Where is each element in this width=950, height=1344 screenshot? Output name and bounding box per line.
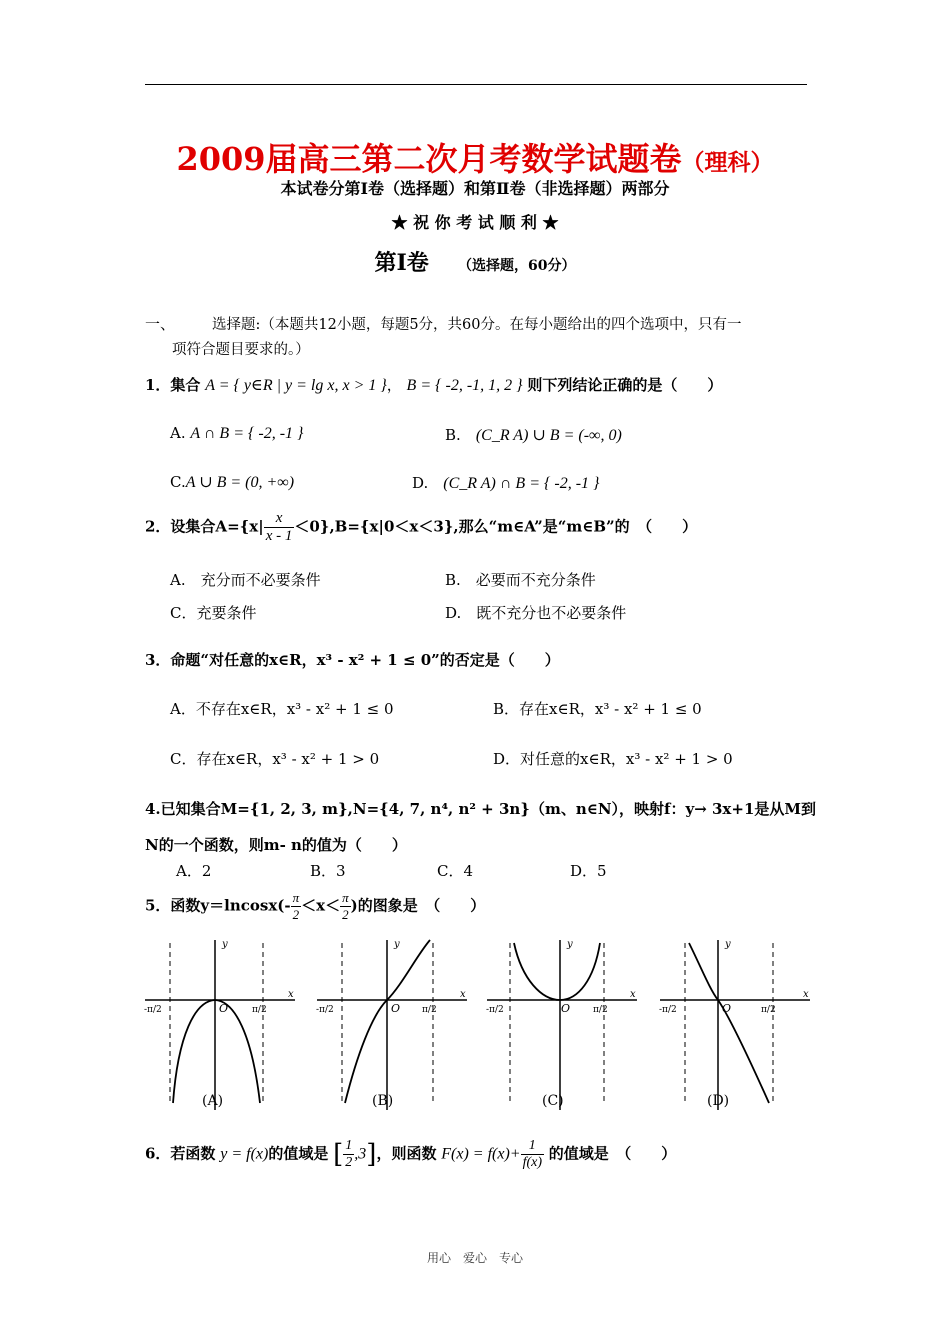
q2-option-a[interactable]: A. 充分而不必要条件 bbox=[170, 571, 321, 589]
graph-c-tick-right: π/2 bbox=[593, 1005, 608, 1015]
q4-option-c[interactable]: C．4 bbox=[437, 862, 474, 880]
q6-frac: $\frac{1}{f(x)}$ bbox=[522, 1138, 542, 1170]
graph-b-origin: O bbox=[391, 1002, 401, 1015]
graph-a-origin: O bbox=[219, 1002, 229, 1015]
q2-fraction: $\frac{x}{x - 1}$ bbox=[265, 510, 293, 544]
q2-option-c[interactable]: C．充要条件 bbox=[170, 604, 257, 622]
graph-b[interactable] bbox=[312, 935, 472, 1115]
graph-b-tick-right: π/2 bbox=[422, 1005, 437, 1015]
graph-c-y-label: y bbox=[567, 939, 573, 950]
q4-option-b[interactable]: B．3 bbox=[310, 862, 346, 880]
graph-b-y-label: y bbox=[394, 939, 400, 950]
q1-option-a[interactable]: A. A ∩ B = { -2, -1 } bbox=[170, 424, 304, 442]
exam-intro: 本试卷分第Ⅰ卷（选择题）和第Ⅱ卷（非选择题）两部分 bbox=[280, 179, 670, 198]
question-4-cont: N的一个函数，则m- n的值为（ ） bbox=[145, 836, 407, 854]
q6-range-frac: $\frac{1}{2}$ bbox=[345, 1138, 353, 1170]
graph-c-x-label: x bbox=[630, 989, 636, 1000]
question-6: 6．若函数 y = f(x)的值域是 [ $\frac{1}{2}$ ,3]，则函数 F(x) = f(x)+ $\frac{1}{f(x)}$ 的值域是 （ ） bbox=[145, 1138, 677, 1170]
header-rule bbox=[145, 84, 807, 85]
part-instructions-cont: 项符合题目要求的。） bbox=[172, 342, 310, 358]
graph-b-label: (B) bbox=[372, 1093, 394, 1109]
q1-option-b[interactable]: B. (C_R A) ∪ B = (-∞, 0) bbox=[445, 426, 622, 444]
q3-option-d[interactable]: D．对任意的x∈R，x³ - x² + 1 > 0 bbox=[493, 750, 733, 768]
q1-option-d[interactable]: D. (C_R A) ∩ B = { -2, -1 } bbox=[412, 474, 600, 492]
q4-option-a[interactable]: A．2 bbox=[176, 862, 212, 880]
q1-option-c[interactable]: C.A ∪ B = (0, +∞) bbox=[170, 473, 295, 491]
exam-title: 2009届高三第二次月考数学试题卷（理科） bbox=[176, 140, 774, 178]
q2-option-b[interactable]: B. 必要而不充分条件 bbox=[445, 571, 596, 589]
graph-a-tick-left: -π/2 bbox=[144, 1005, 162, 1015]
question-2: 2．设集合A={x| $\frac{x}{x - 1}$ ＜0},B={x|0＜x＜3},那么“m∈A”是“m∈B”的 （ ） bbox=[145, 510, 698, 544]
graph-d-origin: O bbox=[722, 1002, 732, 1015]
page-footer: 用心 爱心 专心 bbox=[426, 1251, 523, 1265]
graph-c-tick-left: -π/2 bbox=[486, 1005, 504, 1015]
graph-c-label: (C) bbox=[542, 1093, 564, 1109]
graph-b-x-label: x bbox=[460, 989, 466, 1000]
graph-d-label: (D) bbox=[707, 1093, 730, 1109]
q3-option-b[interactable]: B．存在x∈R，x³ - x² + 1 ≤ 0 bbox=[493, 700, 702, 718]
part-number: 一、 bbox=[145, 315, 176, 333]
graph-a-x-label: x bbox=[288, 989, 294, 1000]
question-1: 1．集合 A = { y∈R | y = lg x, x > 1 }， B = { -2, -1, 1, 2 } 则下列结论正确的是（ ） bbox=[145, 376, 723, 394]
question-4: 4.已知集合M={1, 2, 3, m},N={4, 7, n⁴, n² + 3n}（m、n∈N），映射f：y→ 3x+1是从M到 bbox=[145, 800, 816, 818]
q4-option-d[interactable]: D．5 bbox=[570, 862, 607, 880]
q2-option-d[interactable]: D. 既不充分也不必要条件 bbox=[445, 604, 627, 622]
q5-frac-left: $\frac{\pi}{2}$ bbox=[292, 890, 300, 922]
q3-option-c[interactable]: C．存在x∈R，x³ - x² + 1 > 0 bbox=[170, 750, 380, 768]
graph-a-label: (A) bbox=[202, 1093, 224, 1109]
graph-a-y-label: y bbox=[222, 939, 228, 950]
graph-b-tick-left: -π/2 bbox=[316, 1005, 334, 1015]
graph-a-tick-right: π/2 bbox=[252, 1005, 267, 1015]
graph-c[interactable] bbox=[482, 935, 642, 1115]
graph-d[interactable] bbox=[655, 935, 815, 1115]
section-heading: 第Ⅰ卷 （选择题，60分） bbox=[374, 250, 576, 276]
graph-d-tick-right: π/2 bbox=[761, 1005, 776, 1015]
question-3: 3．命题“对任意的x∈R，x³ - x² + 1 ≤ 0”的否定是（ ） bbox=[145, 651, 560, 669]
graph-d-tick-left: -π/2 bbox=[659, 1005, 677, 1015]
graph-d-x-label: x bbox=[803, 989, 809, 1000]
graph-a[interactable] bbox=[140, 935, 300, 1115]
q3-option-a[interactable]: A．不存在x∈R，x³ - x² + 1 ≤ 0 bbox=[170, 700, 394, 718]
question-5: 5．函数y＝lncosx(- $\frac{\pi}{2}$ ＜x＜ $\frac{\pi}{2}$ )的图象是 （ ） bbox=[145, 890, 486, 922]
good-luck-line: ★ 祝 你 考 试 顺 利 ★ bbox=[391, 213, 559, 232]
part-instructions: 选择题:（本题共12小题，每题5分，共60分。在每小题给出的四个选项中，只有一 bbox=[212, 317, 742, 333]
graph-d-y-label: y bbox=[725, 939, 731, 950]
q5-frac-right: $\frac{\pi}{2}$ bbox=[342, 890, 349, 922]
graph-c-origin: O bbox=[561, 1002, 571, 1015]
